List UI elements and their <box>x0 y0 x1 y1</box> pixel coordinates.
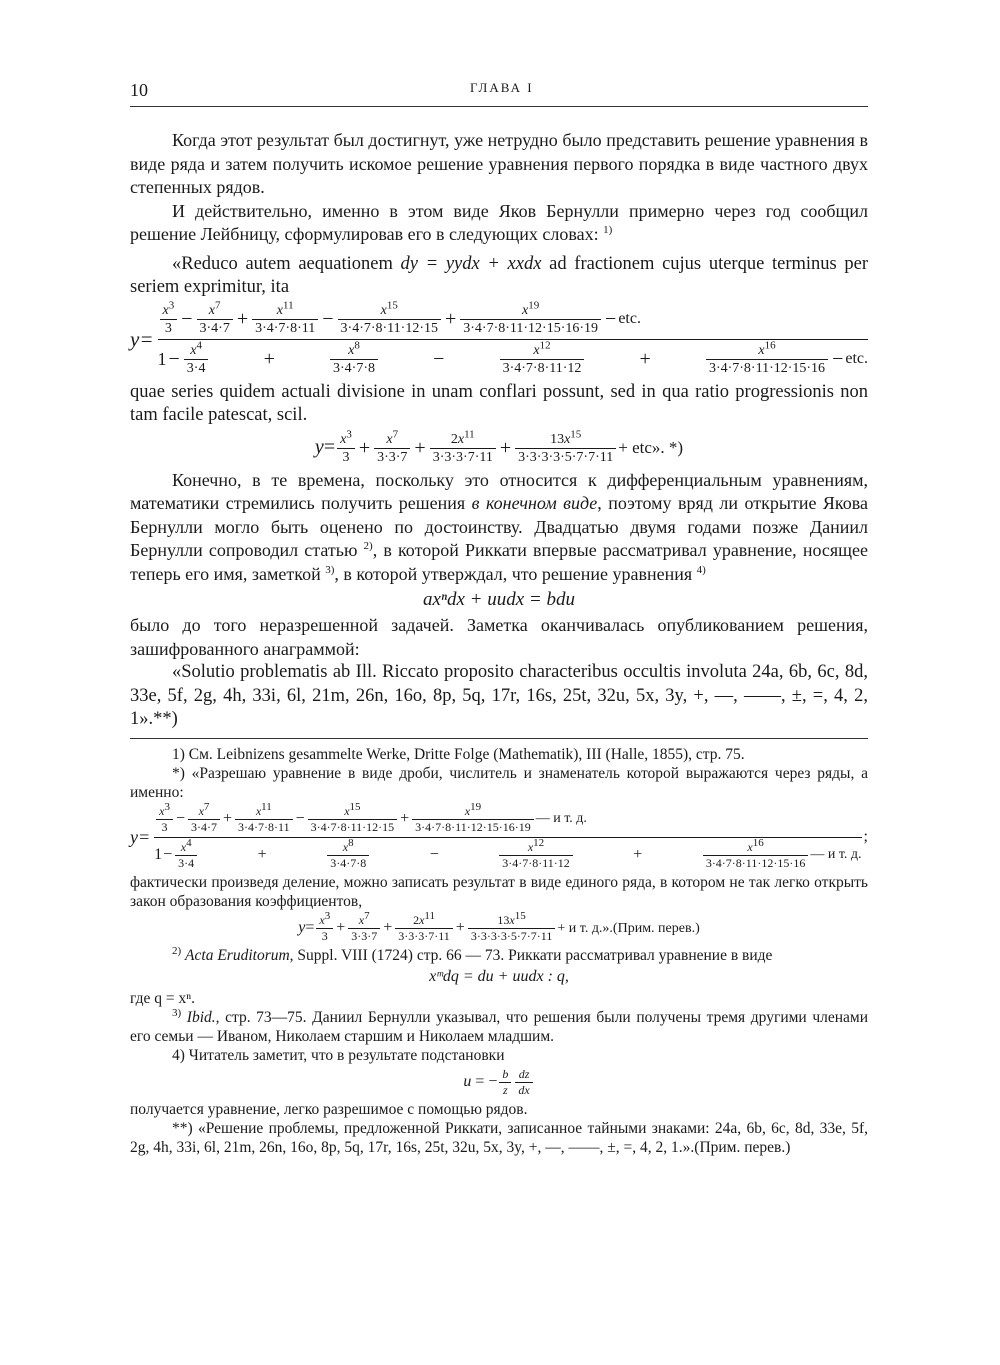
footnote-2-equation: xᵐdq = du + uudx : q, <box>429 967 569 985</box>
footnote-3: $^{3)}$ Ibid., стр. 73—75. Даниил Бернулли указывал, что решения были получены тремя другими членами его семьи — Иваном, Николаем старшим и Николаем младшим. <box>130 1006 869 1045</box>
page-header <box>130 80 868 107</box>
footnote-star: *) «Разрешаю уравнение в виде дроби, числитель и знаменатель которой выражаются через ряды, а именно: <box>130 764 868 801</box>
latin-quote-2: quae series quidem actuali divisione in unam conflari possunt, sed in qua ratio progressionis non tam facile patescat, scil. <box>130 381 868 425</box>
footnote-equation-fraction: y= $\frac{x^3}{3}$ − $\frac{x^7}{3\cdot 4\cdot 7}$ + $\frac{x^{11}}{3\cdot 4\cdot 7\cdot 8\cdot 11}$ − $\frac{x^{15}}{3\cdot 4\cdot 7\cdot 8\cdot 11\cdot 12\cdot 15}$ + $\frac{x^{19}}{3\cdot 4\cdot 7\cdot 8\cdot 11\cdot 12\cdot 15\cdot 16\cdot 19}$ — и т. д. 1 − $\frac{x^4}{3\cdot 4}$ + $\frac{x^8}{3\cdot 4\cdot 7\cdot 8}$ − $\frac{x^{12}}{3\cdot 4\cdot 7\cdot 8\cdot 11\cdot 12}$ + $\frac{x^{16}}{3\cdot 4\cdot 7\cdot 8\cdot 11\cdot 12\cdot 15\cdot 16}$ — и т. д. ; <box>130 800 868 870</box>
footnote-equation-single: y= $\frac{x^3}{3}$ + $\frac{x^7}{3\cdot 3\cdot 7}$ + $\frac{2x^{11}}{3\cdot 3\cdot 3\cdot 7\cdot 11}$ + $\frac{13x^{15}}{3\cdot 3\cdot 3\cdot 3\cdot 5\cdot 7\cdot 7\cdot 11}$ + и т. д.».(Прим. перев.) <box>298 909 700 943</box>
footnote-2: $^{2)}$ Acta Eruditorum, Suppl. VIII (1724) стр. 66 — 73. Риккати рассматривал уравнение в виде <box>172 944 773 964</box>
paragraph-1: Когда этот результат был достигнут, уже нетрудно было представить решение уравнения в виде ряда и затем получить искомое решение уравнения первого порядка в виде частного двух степенных рядов. <box>130 130 868 197</box>
equation-series-single: y= $\frac{x^3}{3}$ + $\frac{x^7}{3\cdot 3\cdot 7}$ + $\frac{2x^{11}}{3\cdot 3\cdot 3\cdot 7\cdot 11}$ + $\frac{13x^{15}}{3\cdot 3\cdot 3\cdot 3\cdot 5\cdot 7\cdot 7\cdot 11}$ + etc». *) <box>314 427 684 465</box>
footnote-4-substitution: u = − $\frac{b}{z}$ $\frac{dz}{dx}$ <box>130 1067 868 1098</box>
page-number: 10 <box>130 80 148 100</box>
paragraph-2: И действительно, именно в этом виде Яков Бернулли примерно через год сообщил решение Лейбницу, сформулировав его в следующих словах: $^{1)}$ <box>130 200 868 244</box>
footnote-1: 1) См. Leibnizens gesammelte Werke, Dritte Folge (Mathematik), III (Halle, 1855), стр. 75. <box>172 745 745 763</box>
footnote-2-where: где q = xⁿ. <box>130 989 195 1007</box>
paragraph-4: было до того неразрешенной задачей. Заметка оканчивалась опубликованием решения, зашифрованного анаграммой: <box>130 615 868 659</box>
latin-quote-1: «Reduco autem aequationem dy = yydx + xxdx ad fractionem cujus uterque terminus per seriem exprimitur, ita <box>130 253 869 297</box>
paragraph-anagram: «Solutio problematis ab Ill. Riccato proposito characteribus occultis involuta 24a, 6b, 6c, 8d, 33e, 5f, 2g, 4h, 33i, 6l, 21m, 26n, 16o, 8p, 5q, 17r, 16s, 25t, 32u, 5x, 3y, +, —, ——, ±, =, 4, 2, 1».**) <box>130 662 868 729</box>
paragraph-3: Конечно, в те времена, поскольку это относится к дифференциальным уравнениям, математики стремились получить решения в конечном виде, поэтому вряд ли открытие Якова Бернулли могло быть оценено по достоинству. Двадцатью двумя годами позже Даниил Бернулли сопроводил статью $^{2)}$, в которой Риккати впервые рассматривал уравнение, носящее теперь его имя, заметкой $^{3)}$, в которой утверждал, что решение уравнения $^{4)}$ <box>130 469 869 584</box>
footnote-anagram: **) «Решение проблемы, предложенной Риккати, записанное тайными знаками: 24a, 6b, 6c, 8d, 33e, 5f, 2g, 4h, 33i, 6l, 21m, 26n, 16o, 8p, 5q, 17r, 16s, 25t, 32u, 5x, 3y, +, —, ——, ±, =, 4, 2, 1.».(Прим. перев.) <box>130 1119 868 1156</box>
footnote-4: 4) Читатель заметит, что в результате подстановки <box>172 1046 505 1064</box>
chapter-title: ГЛАВА I <box>470 80 534 95</box>
footnote-star-continued: фактически произведя деление, можно записать результат в виде единого ряда, в котором не так легко открыть закон образования коэффициентов, <box>130 873 868 910</box>
page <box>130 80 868 1157</box>
equation-series-fraction: y= $\frac{x^3}{3}$ − $\frac{x^7}{3\cdot 4\cdot 7}$ + $\frac{x^{11}}{3\cdot 4\cdot 7\cdot 8\cdot 11}$ − $\frac{x^{15}}{3\cdot 4\cdot 7\cdot 8\cdot 11\cdot 12\cdot 15}$ + $\frac{x^{19}}{3\cdot 4\cdot 7\cdot 8\cdot 11\cdot 12\cdot 15\cdot 16\cdot 19}$ − etc. 1 − $\frac{x^4}{3\cdot 4}$ + $\frac{x^8}{3\cdot 4\cdot 7\cdot 8}$ − $\frac{x^{12}}{3\cdot 4\cdot 7\cdot 8\cdot 11\cdot 12}$ + $\frac{x^{16}}{3\cdot 4\cdot 7\cdot 8\cdot 11\cdot 12\cdot 15\cdot 16}$ − etc. <box>130 298 868 376</box>
footnote-divider <box>130 738 868 739</box>
footnote-4-after: получается уравнение, легко разрешимое с помощью рядов. <box>130 1100 528 1118</box>
equation-riccati: axⁿdx + uudx = bdu <box>423 589 575 610</box>
